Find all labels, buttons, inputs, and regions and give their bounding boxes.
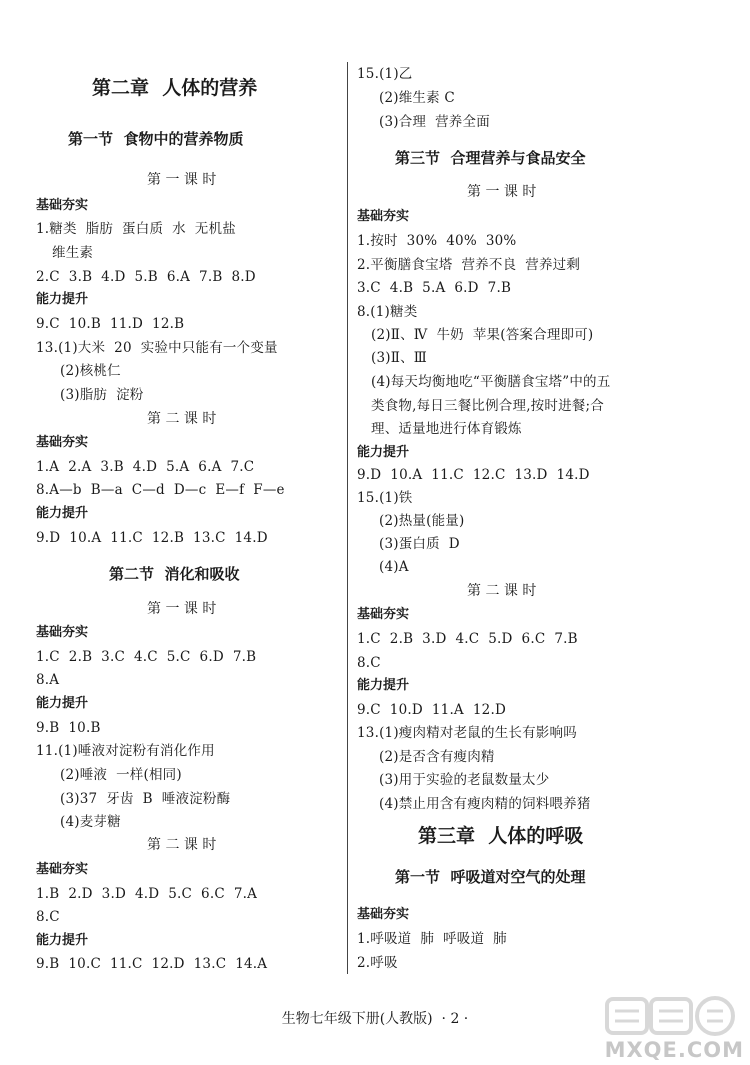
answer-line: (4)A <box>379 559 409 575</box>
basic-label: 基础夯实 <box>36 435 89 450</box>
answer-line: 15.(1)乙 <box>357 66 413 82</box>
section-3-title: 第三节 合理营养与食品安全 <box>395 149 586 167</box>
answer-line: 类食物,每日三餐比例合理,按时进餐;合 <box>371 398 604 414</box>
answer-line: 8.A <box>36 672 60 688</box>
page-footer: 生物七年级下册(人教版) · 2 · <box>281 1011 469 1027</box>
answer-line: (3)用于实验的老鼠数量太少 <box>379 772 550 788</box>
advanced-label: 能力提升 <box>36 506 89 521</box>
answer-line: (4)禁止用含有瘦肉精的饲料喂养猪 <box>379 796 591 812</box>
basic-label: 基础夯实 <box>36 198 89 213</box>
advanced-label: 能力提升 <box>36 292 89 307</box>
answer-line: 11.(1)唾液对淀粉有消化作用 <box>36 743 215 759</box>
advanced-label: 能力提升 <box>36 696 89 711</box>
chapter-3-title: 第三章 人体的呼吸 <box>418 825 584 847</box>
answer-line: 1.A 2.A 3.B 4.D 5.A 6.A 7.C <box>36 459 255 475</box>
answer-line: 8.C <box>36 909 60 925</box>
answer-line: (3)Ⅱ、Ⅲ <box>371 350 428 366</box>
chapter-2-title: 第二章 人体的营养 <box>92 77 258 99</box>
answer-line: (2)唾液 一样(相同) <box>60 767 182 783</box>
answer-line: 2.C 3.B 4.D 5.B 6.A 7.B 8.D <box>36 269 256 285</box>
answer-line: 理、适量地进行体育锻炼 <box>371 421 522 437</box>
answer-line: (4)每天均衡地吃“平衡膳食宝塔”中的五 <box>371 374 611 390</box>
basic-label: 基础夯实 <box>36 862 89 877</box>
basic-label: 基础夯实 <box>357 607 410 622</box>
answer-line: 1.糖类 脂肪 蛋白质 水 无机盐 <box>36 221 236 237</box>
answer-line: 9.B 10.C 11.C 12.D 13.C 14.A <box>36 956 268 972</box>
section-4-title: 第一节 呼吸道对空气的处理 <box>395 868 586 886</box>
answer-line: 维生素 <box>52 245 94 261</box>
answer-line: (4)麦芽糖 <box>60 814 121 830</box>
watermark-site-text: MXQE.COM <box>604 1038 744 1062</box>
answer-line: (3)合理 营养全面 <box>379 114 490 130</box>
answer-line: (3)脂肪 淀粉 <box>60 387 144 403</box>
lesson-heading: 第 二 课 时 <box>147 837 217 853</box>
answer-line: 9.C 10.D 11.A 12.D <box>357 702 506 718</box>
answer-line: 13.(1)大米 20 实验中只能有一个变量 <box>36 340 278 356</box>
answer-line: 9.B 10.B <box>36 720 101 736</box>
lesson-heading: 第 二 课 时 <box>467 583 537 599</box>
answer-line: 1.C 2.B 3.D 4.C 5.D 6.C 7.B <box>357 631 578 647</box>
basic-label: 基础夯实 <box>357 209 410 224</box>
answer-line: 8.(1)糖类 <box>357 304 418 320</box>
answer-line: (2)核桃仁 <box>60 363 121 379</box>
answer-line: (3)蛋白质 D <box>379 536 460 552</box>
advanced-label: 能力提升 <box>357 445 410 460</box>
answer-line: 13.(1)瘦肉精对老鼠的生长有影响吗 <box>357 725 577 741</box>
answer-line: 1.C 2.B 3.C 4.C 5.C 6.D 7.B <box>36 649 257 665</box>
answer-line: (2)Ⅱ、Ⅳ 牛奶 苹果(答案合理即可) <box>371 327 594 343</box>
section-1-title: 第一节 食物中的营养物质 <box>68 130 244 148</box>
lesson-heading: 第 一 课 时 <box>147 172 217 188</box>
basic-label: 基础夯实 <box>357 907 410 922</box>
answer-line: 8.A—b B—a C—d D—c E—f F—e <box>36 482 285 498</box>
answer-line: 2.呼吸 <box>357 955 398 971</box>
basic-label: 基础夯实 <box>36 625 89 640</box>
answer-line: (2)热量(能量) <box>379 513 465 529</box>
lesson-heading: 第 二 课 时 <box>147 411 217 427</box>
answer-line: 3.C 4.B 5.A 6.D 7.B <box>357 280 512 296</box>
answer-line: 1.按时 30% 40% 30% <box>357 233 517 249</box>
answer-line: (2)维生素 C <box>379 90 455 106</box>
answer-line: 9.C 10.B 11.D 12.B <box>36 316 185 332</box>
advanced-label: 能力提升 <box>357 678 410 693</box>
section-2-title: 第二节 消化和吸收 <box>109 565 240 583</box>
column-divider <box>347 62 348 974</box>
advanced-label: 能力提升 <box>36 933 89 948</box>
answer-line: 15.(1)铁 <box>357 490 413 506</box>
answer-line: (3)37 牙齿 B 唾液淀粉酶 <box>60 791 231 807</box>
lesson-heading: 第 一 课 时 <box>467 184 537 200</box>
lesson-heading: 第 一 课 时 <box>147 601 217 617</box>
answer-line: 8.C <box>357 655 381 671</box>
answer-line: 1.B 2.D 3.D 4.D 5.C 6.C 7.A <box>36 886 258 902</box>
answer-line: 2.平衡膳食宝塔 营养不良 营养过剩 <box>357 257 581 273</box>
answer-line: 9.D 10.A 11.C 12.B 13.C 14.D <box>36 530 268 546</box>
answer-line: 1.呼吸道 肺 呼吸道 肺 <box>357 931 507 947</box>
answer-line: 9.D 10.A 11.C 12.C 13.D 14.D <box>357 467 590 483</box>
answer-line: (2)是否含有瘦肉精 <box>379 749 495 765</box>
